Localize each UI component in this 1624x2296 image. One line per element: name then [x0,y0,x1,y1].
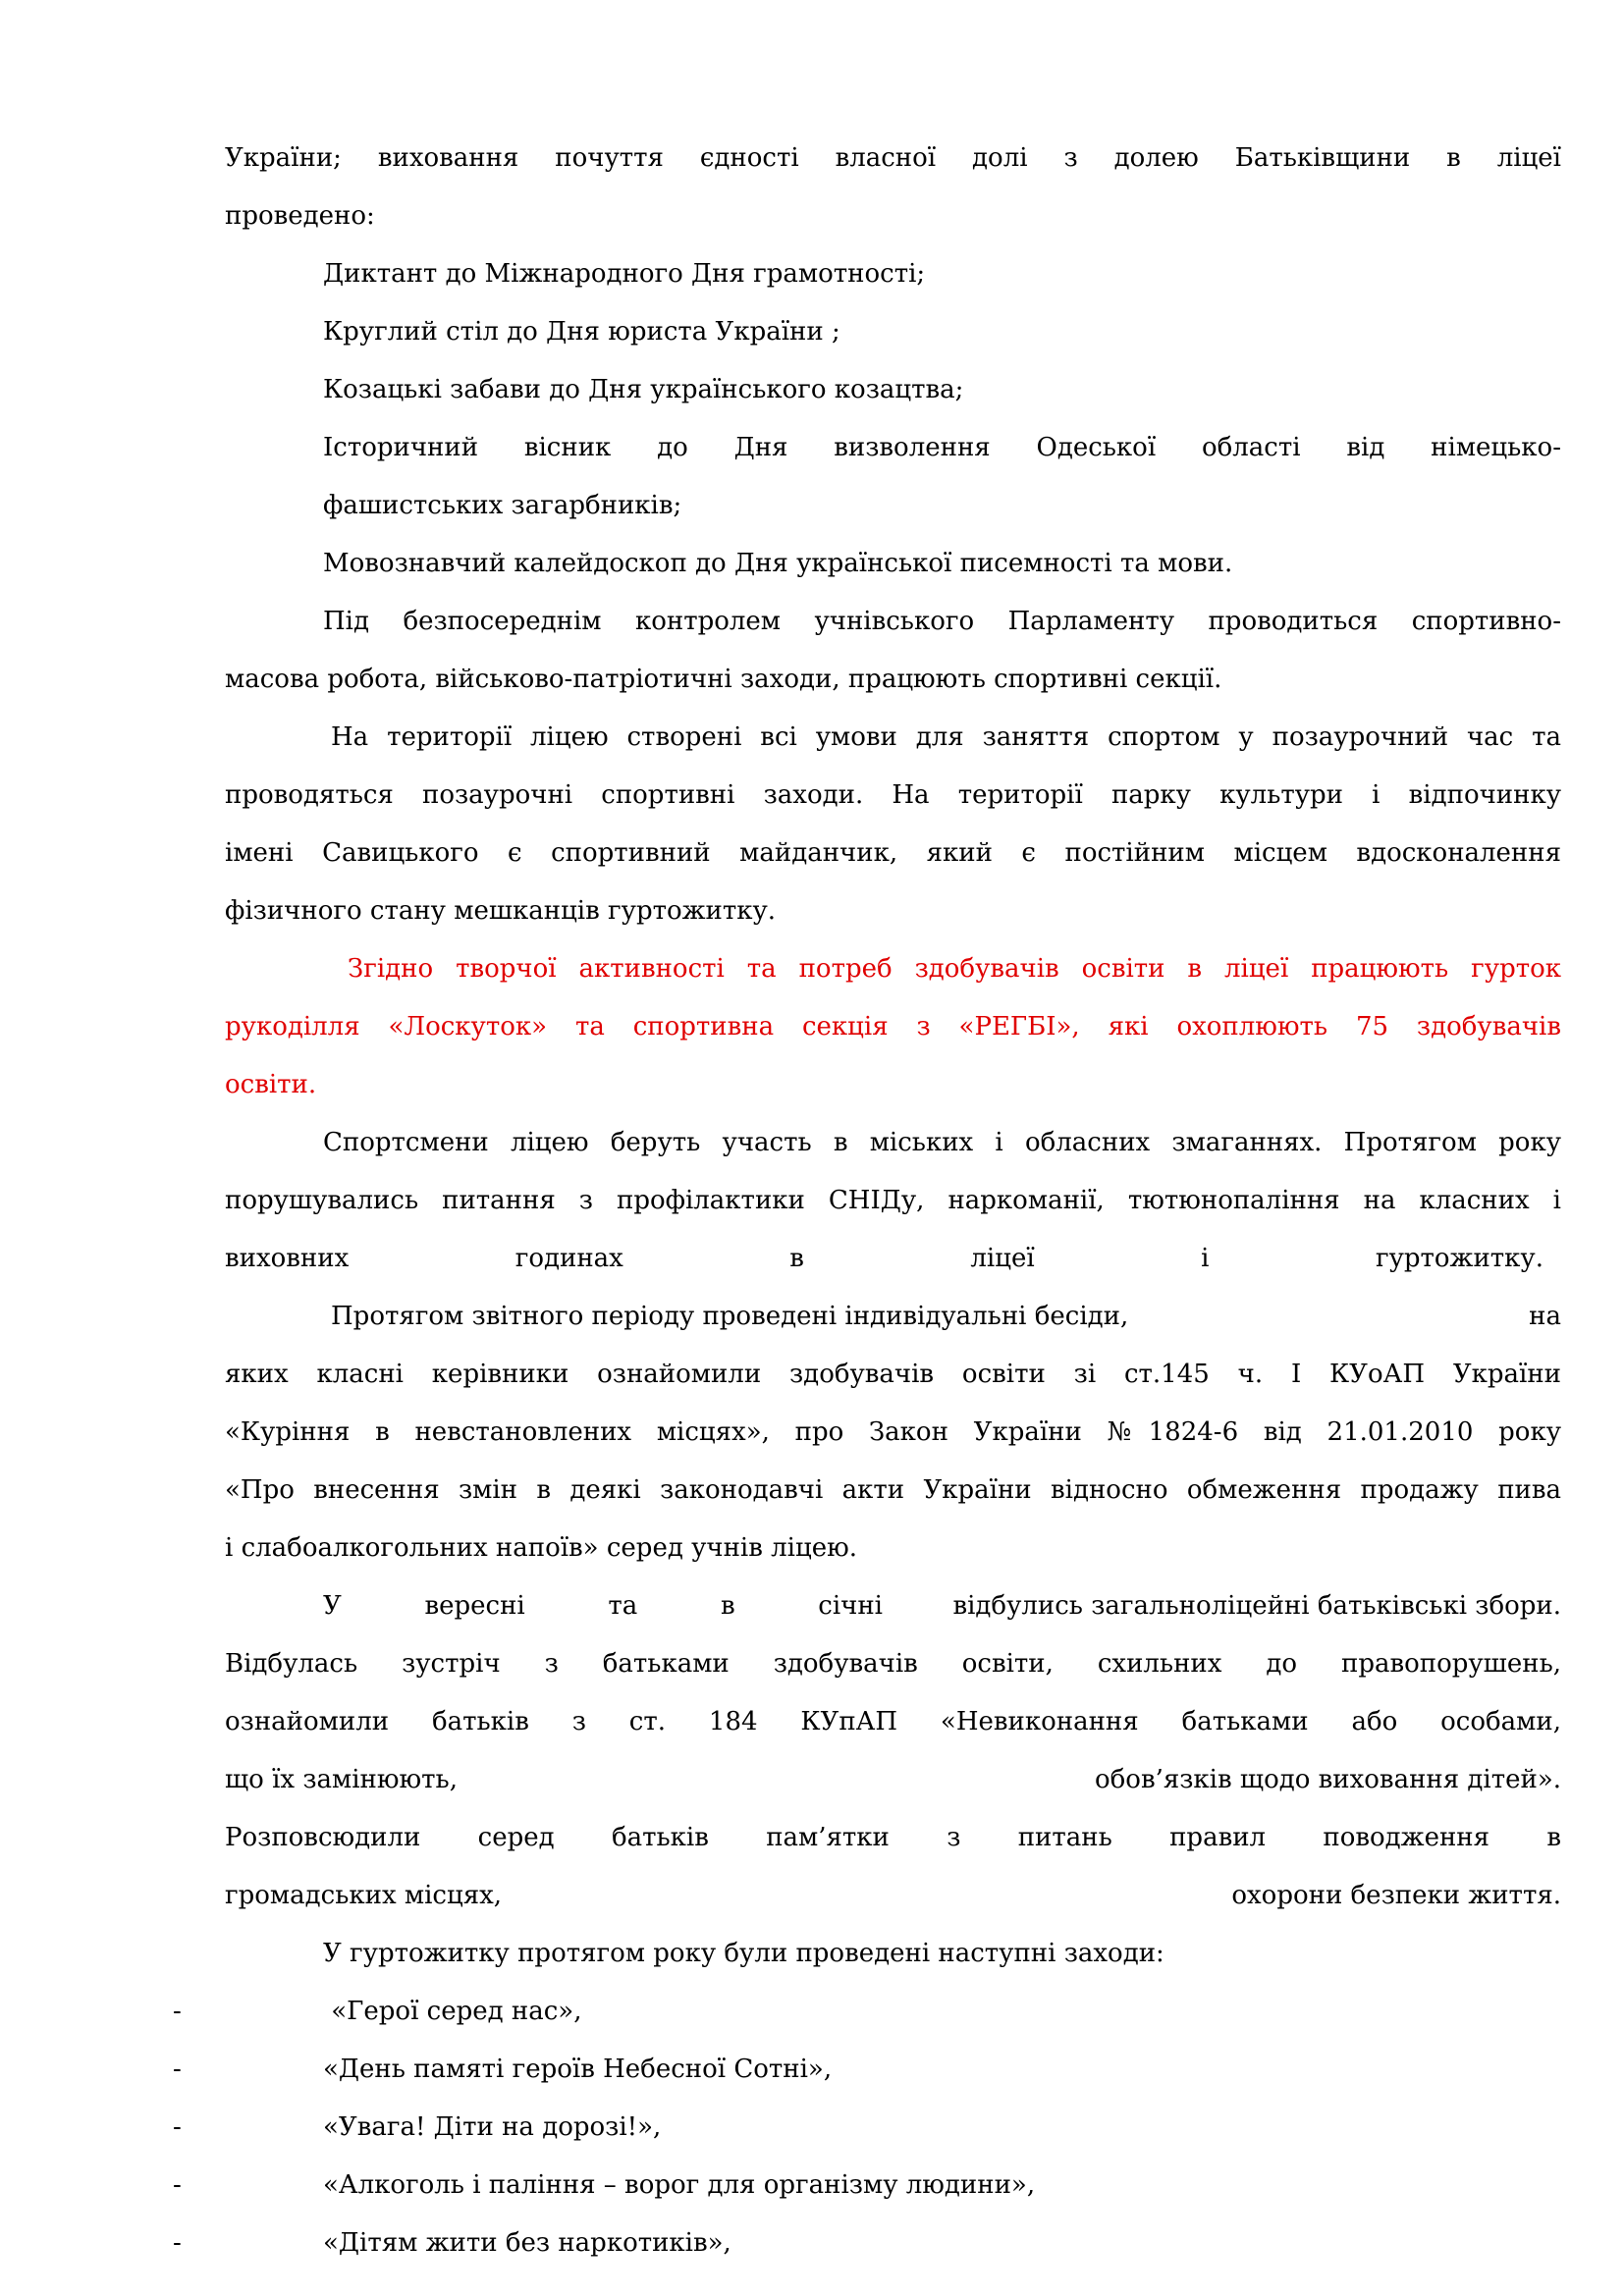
paragraph-line-start: Протягом звітного періоду проведені індивідуальні бесіди, [331,1302,1129,1331]
paragraph-line [225,1294,1561,1352]
event-line: Мовознавчий калейдоскоп до Дня української писемності та мови. [323,549,1233,578]
list-item-text: «Герої серед нас», [323,1997,582,2026]
paragraph-line-end: відбулись загальноліцейні батьківські збори. [952,1591,1561,1621]
list-bullet: - [173,2228,182,2258]
paragraph-line: порушувались питання з профілактики СНІДу, наркоманії, тютюнопаління на класних і [225,1186,1561,1215]
highlighted-paragraph-line: Згідно творчої активності та потреб здобувачів освіти в ліцеї працюють гурток [348,954,1561,984]
list-item [173,2047,1561,2105]
paragraph-line: На території ліцею створені всі умови для заняття спортом у позаурочний час та [331,722,1561,752]
paragraph-line: У гуртожитку протягом року були проведені наступні заходи: [323,1939,1164,1968]
event-line: Історичний вісник до Дня визволення Одеської області від німецько- [323,433,1561,462]
highlighted-paragraph-line: рукоділля «Лоскуток» та спортивна секція з «РЕГБІ», які охоплюють 75 здобувачів [225,1012,1561,1041]
paragraph-line-start: громадських місцях, [225,1881,503,1910]
paragraph-line: імені Савицького є спортивний майданчик, який є постійним місцем вдосконалення [225,838,1561,868]
paragraph-line [225,1757,1561,1815]
paragraph-line [225,1583,1561,1641]
paragraph-line: Спортсмени ліцею беруть участь в міських і обласних змаганнях. Протягом року [323,1128,1561,1157]
paragraph-line: ознайомили батьків з ст. 184 КУпАП «Невиконання батьками або особами, [225,1707,1561,1736]
paragraph-line-start: що їх замінюють, [225,1765,458,1794]
paragraph-line: масова робота, військово-патріотичні заходи, працюють спортивні секції. [225,665,1222,694]
paragraph-line-end: охорони безпеки життя. [1231,1881,1561,1910]
paragraph-line: «Куріння в невстановлених місцях», про Закон України №1824-6 від 21.01.2010 року [225,1417,1561,1447]
list-item [173,2220,1561,2278]
list-bullet: - [173,2112,182,2142]
list-bullet: - [173,2170,182,2200]
paragraph-line: виховних годинах в ліцеї і гуртожитку. [225,1244,1543,1273]
paragraph-line: Під безпосереднім контролем учнівського Парламенту проводиться спортивно- [323,607,1561,636]
list-item [173,2163,1561,2220]
list-item-text: «Увага! Діти на дорозі!», [323,2112,662,2142]
list-item-text: «Алкоголь і паління – ворог для організму людини», [323,2170,1036,2200]
paragraph-line-end: обов’язків щодо виховання дітей». [1094,1765,1561,1794]
paragraph-line: фізичного стану мешканців гуртожитку. [225,896,777,926]
list-item-text: «День памяті героїв Небесної Сотні», [323,2055,833,2084]
list-bullet: - [173,1997,182,2026]
paragraph-line: яких класні керівники ознайомили здобувачів освіти зі ст.145 ч. І КУоАП України [225,1360,1561,1389]
paragraph-line: і слабоалкогольних напоїв» серед учнів ліцею. [225,1533,857,1563]
list-bullet: - [173,2055,182,2084]
paragraph-line: проведено: [225,201,375,231]
paragraph-line: «Про внесення змін в деякі законодавчі акти України відносно обмеження продажу пива [225,1475,1561,1505]
paragraph-line: України; виховання почуття єдності власної долі з долею Батьківщини в ліцеї [225,143,1561,173]
list-item [173,2105,1561,2163]
paragraph-line: проводяться позаурочні спортивні заходи. На території парку культури і відпочинку [225,780,1561,810]
paragraph-line [225,1873,1561,1931]
event-line: Круглий стіл до Дня юриста України ; [323,317,840,347]
event-line: Диктант до Міжнародного Дня грамотності; [323,259,926,289]
list-item [173,1989,1561,2047]
list-item-text: «Дітям жити без наркотиків», [323,2228,731,2258]
document-page [173,135,1561,2278]
paragraph-line: Розповсюдили серед батьків пам’ятки з питань правил поводження в [225,1823,1561,1852]
paragraph-line-start: У вересні та в січні [323,1591,883,1621]
paragraph-line-end: на [1529,1302,1561,1331]
event-line: фашистських загарбників; [323,491,682,520]
highlighted-paragraph-line: освіти. [225,1070,317,1099]
paragraph-line: Відбулась зустріч з батьками здобувачів освіти, схильних до правопорушень, [225,1649,1561,1679]
event-line: Козацькі забави до Дня українського козацтва; [323,375,964,404]
